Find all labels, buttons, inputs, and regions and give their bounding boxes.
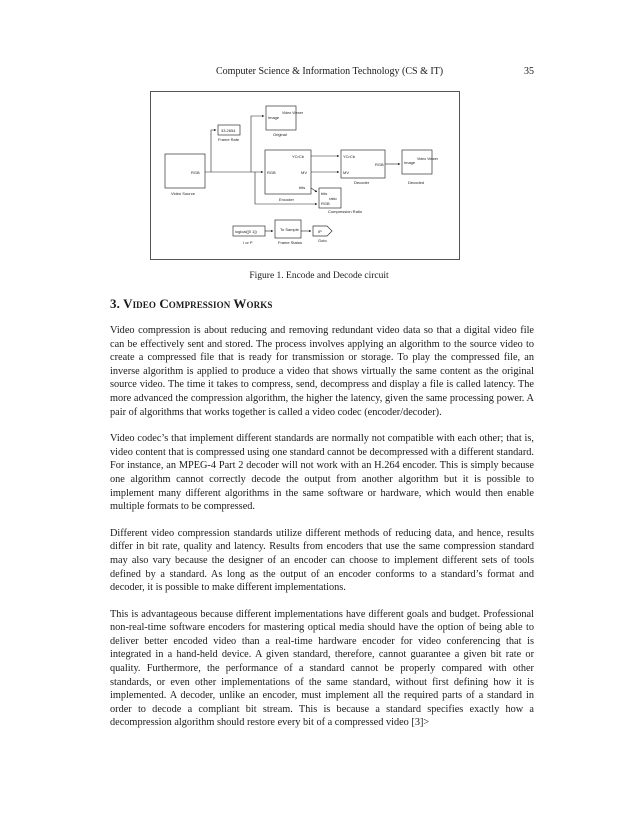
wire-source-to-original: [251, 116, 264, 172]
video-source-label: Video Source: [171, 191, 195, 196]
simulink-diagram: [151, 92, 459, 259]
original-label: Original: [273, 132, 287, 137]
encode-decode-diagram: [150, 91, 460, 260]
i-or-p-label: I or P: [243, 240, 253, 245]
paragraph-1: Video compression is about reducing and removing redundant video data so that a digital video file can be effectively sent and stored. The process involves applying an algorithm to the source video to create a compressed file that is ready for transmission or storage. To play the compressed file, an inverse algorithm is applied to produce a video that shows virtually the same content as the original source video. The time it takes to compress, send, decompress and display a file is called latency. The more advanced the compression algorithm, the higher the latency, given the same processing power. A pair of algorithms that works together is called a video codec (encoder/decoder).: [110, 325, 534, 418]
video-source-rgb-port: RGB: [191, 170, 200, 175]
paragraph-2: Video codec’s that implement different standards are normally not compatible with each other; that is, video content that is compressed using one standard cannot be decompressed with a different standard. For instance, an MPEG-4 Part 2 decoder will not work with an H.264 encoder. This is simply because one algorithm cannot correctly decode the output from another algorithm but it is possible to implement many different algorithms in the same software or hardware, which would then enable multiple formats to be compressed.: [110, 433, 534, 513]
section-heading: [110, 296, 272, 312]
original-viewer-image-port: Image: [268, 115, 280, 120]
compression-ratio-bits-port: bits: [321, 191, 328, 196]
encoder-mv-port: MV: [301, 170, 307, 175]
body-text: [110, 324, 534, 743]
compression-ratio-rgb-port: RGB: [321, 201, 330, 206]
compression-ratio-label: Compression Ratio: [328, 209, 363, 214]
decoded-label: Decoded: [408, 180, 425, 185]
frame-rate-label: Frame Rate: [218, 137, 240, 142]
page-header: [0, 66, 638, 82]
encoder-ycrcb-port: YCrCb: [292, 154, 305, 159]
section-title: Video Compression Works: [123, 296, 273, 311]
to-sample-text: To Sample: [280, 227, 299, 232]
journal-title: Computer Science & Information Technology (CS & IT): [216, 66, 444, 77]
wire-bits-to-ratio: [311, 188, 317, 192]
decoder-ycrcb-port: YCrCb: [343, 154, 356, 159]
decoder-label: Decoder: [354, 180, 370, 185]
encoder-bits-port: bits: [299, 185, 306, 190]
decoded-viewer-title: Video Viewer: [417, 157, 439, 161]
original-viewer-title: Video Viewer: [282, 111, 304, 115]
decoder-rgb-port: RGB: [375, 162, 384, 167]
compression-ratio-ratio-port: ratio: [329, 196, 337, 201]
frame-status-label: Frame Status: [278, 240, 303, 245]
figure-caption: Figure 1. Encode and Decode circuit: [249, 271, 389, 281]
page-number: 35: [524, 66, 534, 77]
goto-label: Goto: [318, 238, 327, 243]
encoder-label: Encoder: [279, 197, 294, 202]
goto-ip-tag: IP: [318, 229, 322, 234]
decoder-mv-port: MV: [343, 170, 349, 175]
encoder-rgb-port: RGB: [267, 170, 276, 175]
wire-source-to-frame-rate: [211, 130, 216, 172]
decoded-viewer-image-port: Image: [404, 160, 416, 165]
paragraph-3: Different video compression standards utilize different methods of reducing data, and hence, results differ in bit rate, quality and latency. Results from encoders that use the same compression standard may also vary because the designer of an encoder can choose to implement different sets of tools defined by a standard. As long as the output of an encoder conforms to a standard’s format and decoder, it is possible to make different implementations.: [110, 527, 534, 594]
paragraph-4: This is advantageous because different implementations have different goals and budget. Professional non-real-time software encoders for mastering optical media should have the option of being able to deliver better encoded video than a real-time hardware encoder for video conferencing that is integrated in a hand-held device. A given standard, therefore, cannot guarantee a given bit rate or quality. Furthermore, the performance of a standard cannot be properly compared with other standards, or even other implementations of the same standard, without first defining how it is implemented. A decoder, unlike an encoder, must implement all the required parts of a standard in order to decode a compliant bit stream. This is because a standard specifies exactly how a decompression algorithm should restore every bit of a compressed video [3]>: [110, 608, 534, 729]
goto-block: [313, 226, 332, 236]
frame-rate-value: 33.2654: [221, 128, 236, 133]
logical-constant-value: logical([0 1]): [235, 229, 257, 234]
section-number: 3.: [110, 296, 120, 311]
